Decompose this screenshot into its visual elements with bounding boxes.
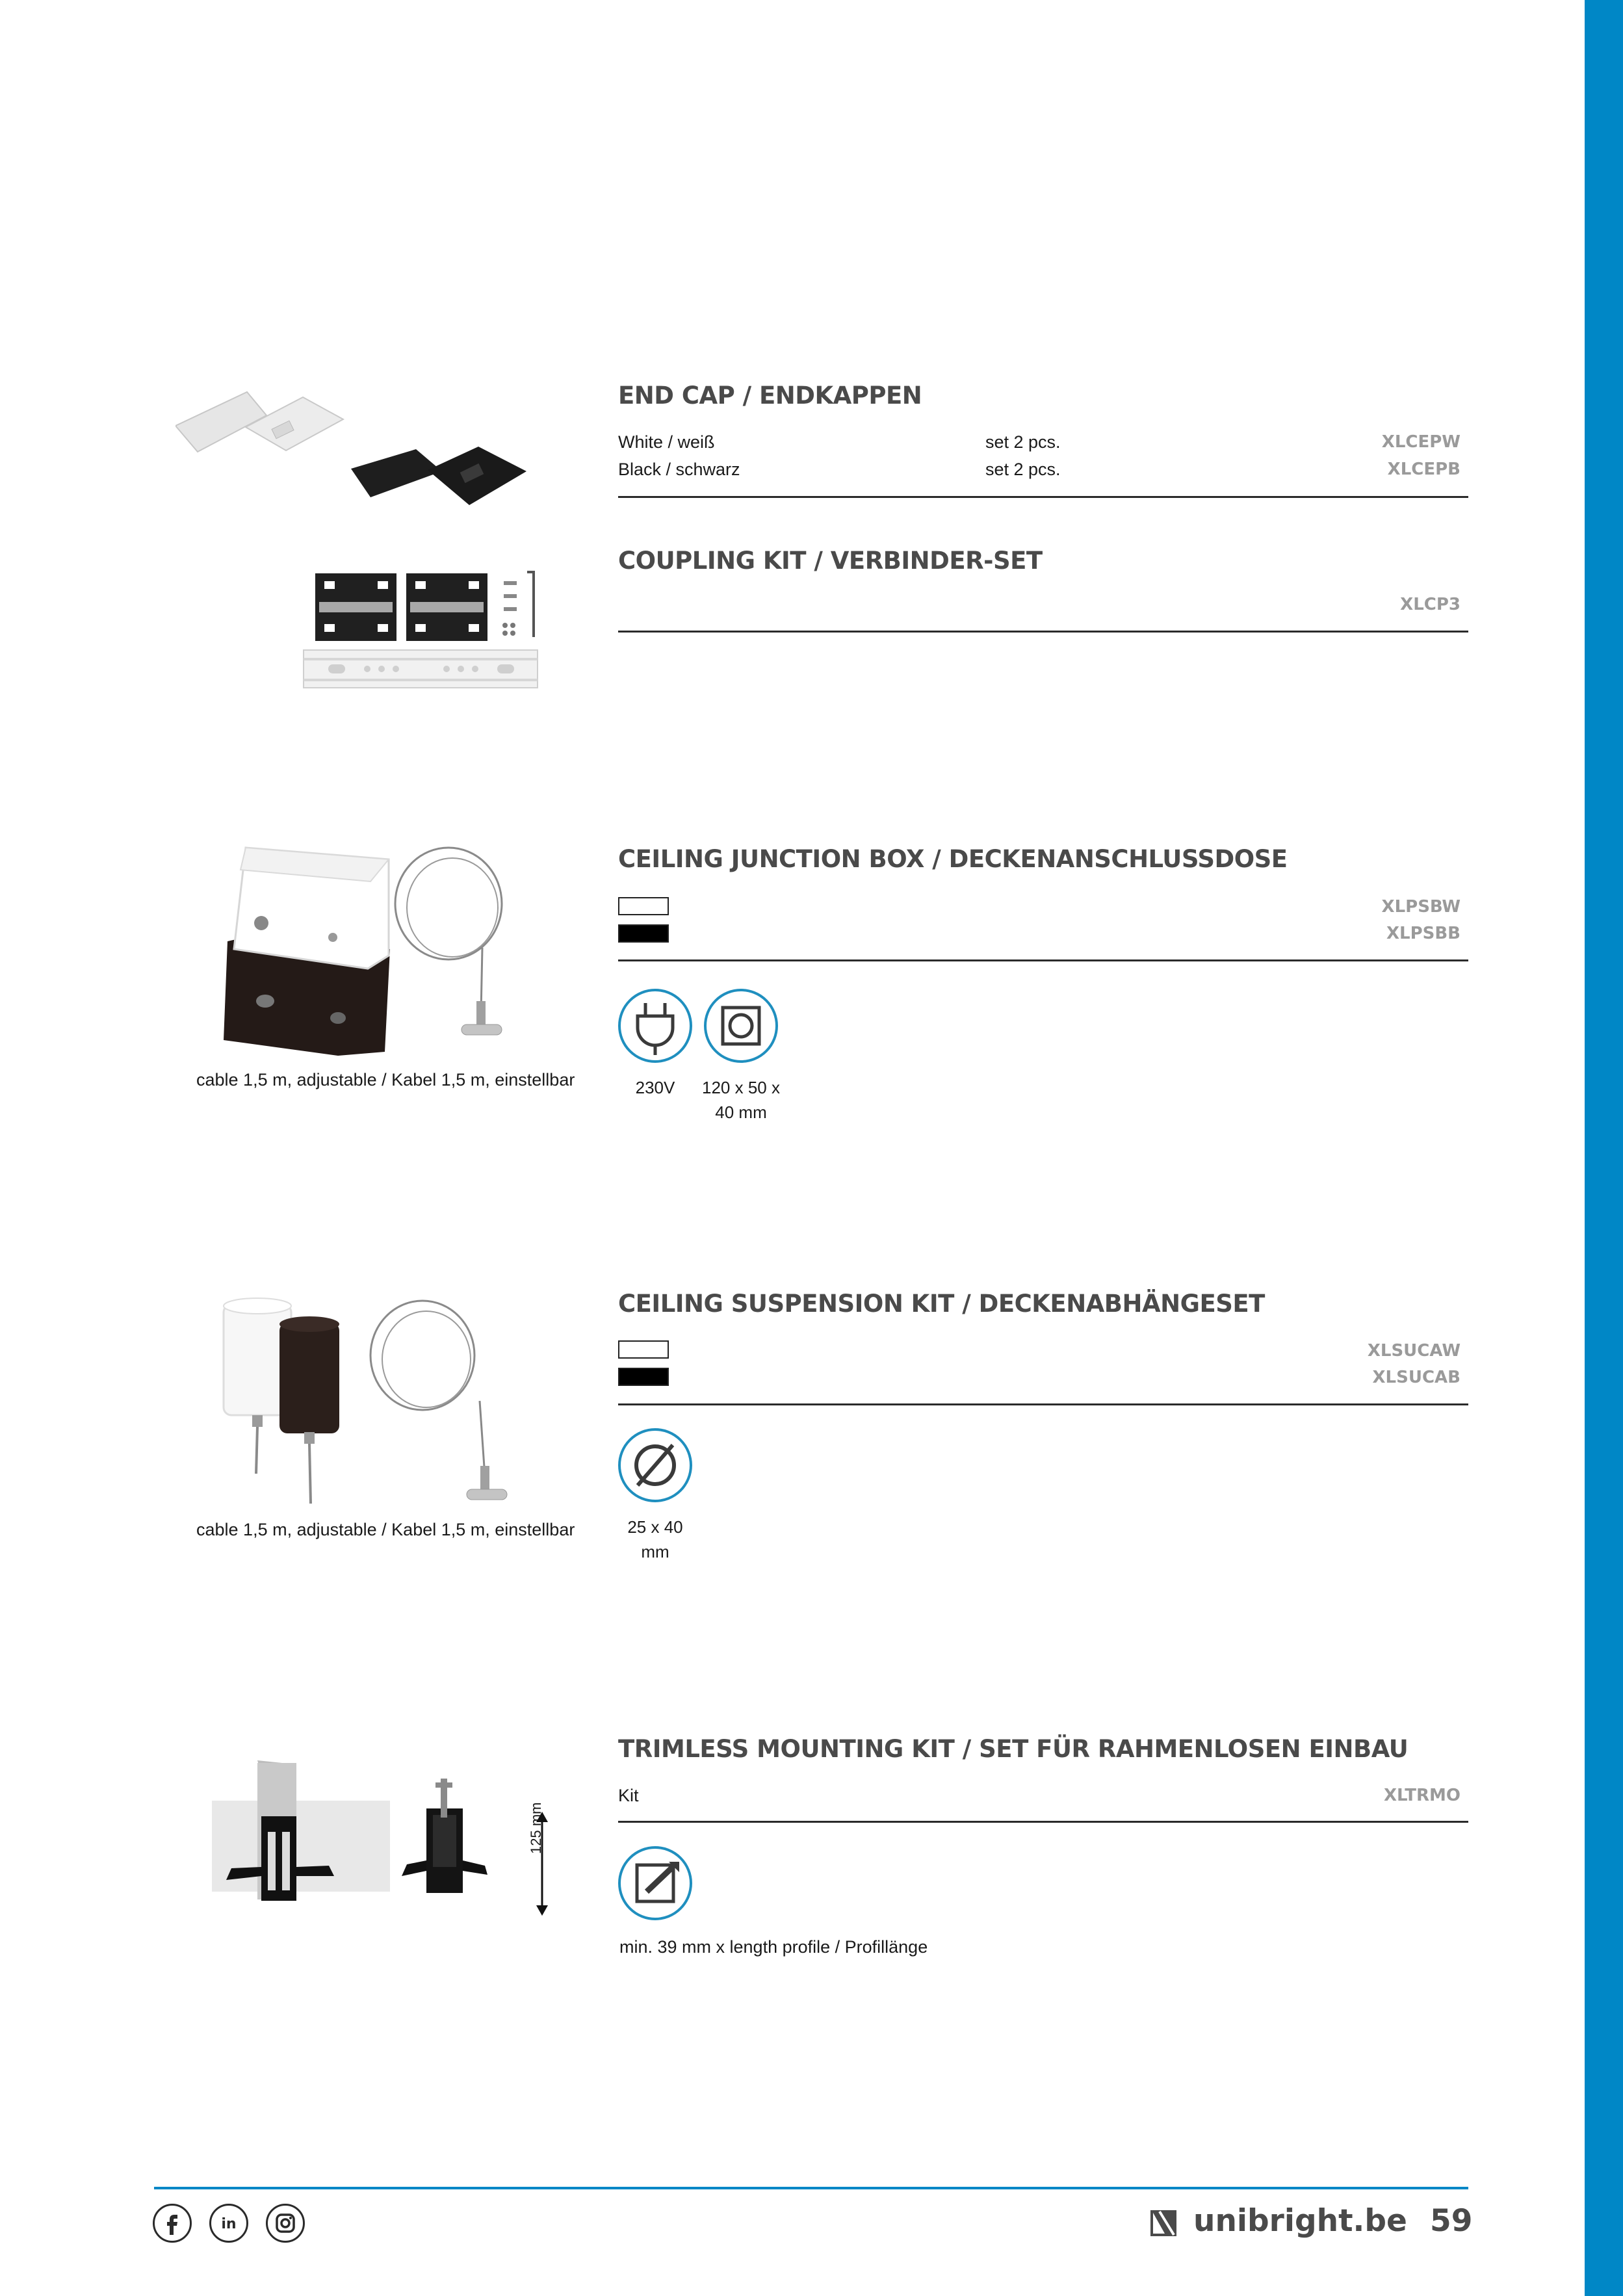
section-title-coupling-kit: COUPLING KIT / VERBINDER-SET: [618, 547, 1043, 575]
row-quantity: set 2 pcs.: [985, 432, 1061, 452]
trimless-kit-image: [212, 1756, 517, 1919]
instagram-icon[interactable]: [266, 2204, 305, 2243]
side-accent-bar: [1585, 0, 1623, 2296]
image-caption: cable 1,5 m, adjustable / Kabel 1,5 m, einstellbar: [196, 1520, 575, 1539]
row-label: Kit: [618, 1786, 639, 1805]
row-quantity: set 2 pcs.: [985, 460, 1061, 479]
section-divider: [618, 496, 1468, 498]
footer-divider: [154, 2187, 1468, 2189]
color-swatch-white: [618, 897, 669, 915]
page-number: 59: [1430, 2203, 1473, 2239]
svg-text:in: in: [221, 2216, 237, 2232]
icon-label: 120 x 50 x 40 mm: [702, 1078, 780, 1122]
brand-url[interactable]: unibright.be: [1193, 2203, 1407, 2239]
plug-icon: [618, 989, 692, 1063]
icon-label: 230V: [635, 1078, 675, 1097]
cutout-note: min. 39 mm x length profile / Profillänge: [619, 1937, 928, 1957]
section-title-end-cap: END CAP / ENDKAPPEN: [618, 382, 922, 410]
color-swatch-black: [618, 924, 669, 943]
section-divider: [618, 959, 1468, 961]
dimension-label: 125 mm: [528, 1802, 544, 1854]
coupling-kit-image: [302, 566, 539, 692]
facebook-icon[interactable]: [153, 2204, 192, 2243]
row-label: White / weiß: [618, 432, 715, 452]
article-code: XLSUCAB: [1372, 1368, 1461, 1387]
article-code: XLSUCAW: [1367, 1341, 1461, 1361]
section-title-junction-box: CEILING JUNCTION BOX / DECKENANSCHLUSSDOSE: [618, 845, 1288, 873]
row-label: Black / schwarz: [618, 460, 740, 479]
article-code: XLPSBW: [1381, 897, 1461, 917]
image-caption: cable 1,5 m, adjustable / Kabel 1,5 m, einstellbar: [196, 1070, 575, 1089]
cutout-icon: [618, 1846, 692, 1920]
section-divider: [618, 1403, 1468, 1405]
linkedin-icon[interactable]: [209, 2204, 248, 2243]
color-swatch-black: [618, 1368, 669, 1386]
color-swatch-white: [618, 1340, 669, 1359]
article-code: XLCEPW: [1381, 432, 1461, 452]
article-code: XLPSBB: [1386, 924, 1461, 943]
junction-box-image: [214, 845, 513, 1056]
dimensions-icon: [704, 989, 778, 1063]
diameter-icon: [618, 1428, 692, 1502]
icon-label: 25 x 40 mm: [627, 1517, 683, 1561]
section-divider: [618, 1821, 1468, 1823]
brand-logo-icon: [1150, 2210, 1176, 2236]
section-title-trimless-kit: TRIMLESS MOUNTING KIT / SET FÜR RAHMENLOSEN EINBAU: [618, 1735, 1409, 1763]
suspension-kit-image: [214, 1297, 513, 1511]
section-title-suspension-kit: CEILING SUSPENSION KIT / DECKENABHÄNGESET: [618, 1290, 1265, 1318]
article-code: XLCEPB: [1387, 460, 1461, 479]
end-cap-image: [175, 387, 526, 517]
article-code: XLCP3: [1400, 595, 1461, 614]
section-divider: [618, 631, 1468, 633]
article-code: XLTRMO: [1383, 1786, 1461, 1805]
